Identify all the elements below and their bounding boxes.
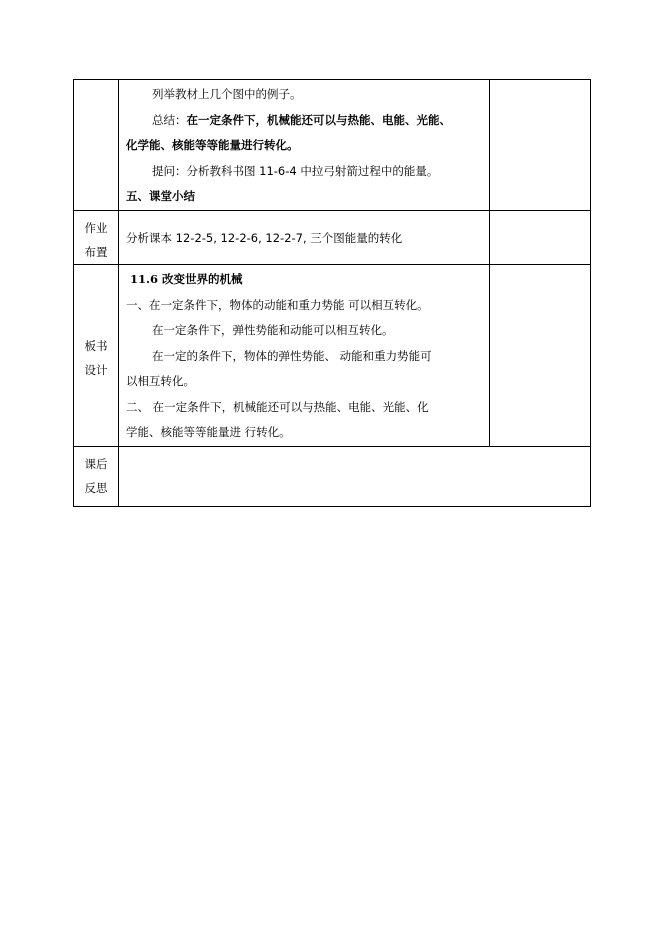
blackboard-label — [74, 265, 119, 447]
reflection-label — [74, 447, 119, 507]
summary-continuation: 化学能、核能等等能量进行转化。 — [126, 138, 299, 152]
reflection-label-line2: 反思 — [84, 481, 108, 495]
section-heading-summary: 五、课堂小结 — [126, 189, 195, 203]
list-item: 在一定条件下，弹性势能和动能可以相互转化。 — [152, 323, 394, 337]
table-row-blackboard — [74, 265, 591, 447]
homework-label-line2: 布置 — [84, 245, 108, 259]
blackboard-label-line1: 板书 — [84, 339, 108, 353]
summary-bold-text: 在一定条件下，机械能还可以与热能、电能、光能、 — [186, 112, 451, 127]
list-item: 在一定的条件下，物体的弹性势能、 动能和重力势能可 — [152, 348, 432, 363]
notes-cell — [490, 265, 591, 447]
blackboard-content — [119, 265, 490, 447]
homework-label — [74, 211, 119, 265]
question-line: 提问：分析教科书图 11-6-4 中拉弓射箭过程中的能量。 — [152, 163, 439, 178]
notes-cell — [490, 211, 591, 265]
homework-label-line1: 作业 — [84, 221, 108, 235]
reflection-label-line1: 课后 — [84, 457, 108, 471]
row-label-empty — [74, 80, 119, 211]
list-item: 二、 在一定条件下，机械能还可以与热能、电能、光能、化 — [126, 399, 429, 414]
process-content — [119, 80, 490, 211]
list-item: 列举教材上几个图中的例子。 — [152, 87, 302, 101]
list-item: 一、在一定条件下，物体的动能和重力势能 可以相互转化。 — [126, 297, 429, 312]
blackboard-title: 11.6 改变世界的机械 — [130, 272, 243, 286]
list-item: 学能、核能等等能量进 行转化。 — [126, 425, 291, 439]
blackboard-label-line2: 设计 — [84, 363, 108, 377]
lesson-plan-table — [73, 79, 591, 507]
reflection-content — [119, 447, 591, 507]
table-row-homework — [74, 211, 591, 265]
table-row-process — [74, 80, 591, 211]
homework-content: 分析课本 12-2-5, 12-2-6, 12-2-7, 三个图能量的转化 — [126, 230, 403, 245]
summary-prefix: 总结： — [152, 112, 187, 127]
notes-cell — [490, 80, 591, 211]
table-row-reflection — [74, 447, 591, 507]
list-item: 以相互转化。 — [126, 374, 195, 388]
summary-line — [126, 108, 483, 134]
homework-content-cell — [119, 211, 490, 265]
